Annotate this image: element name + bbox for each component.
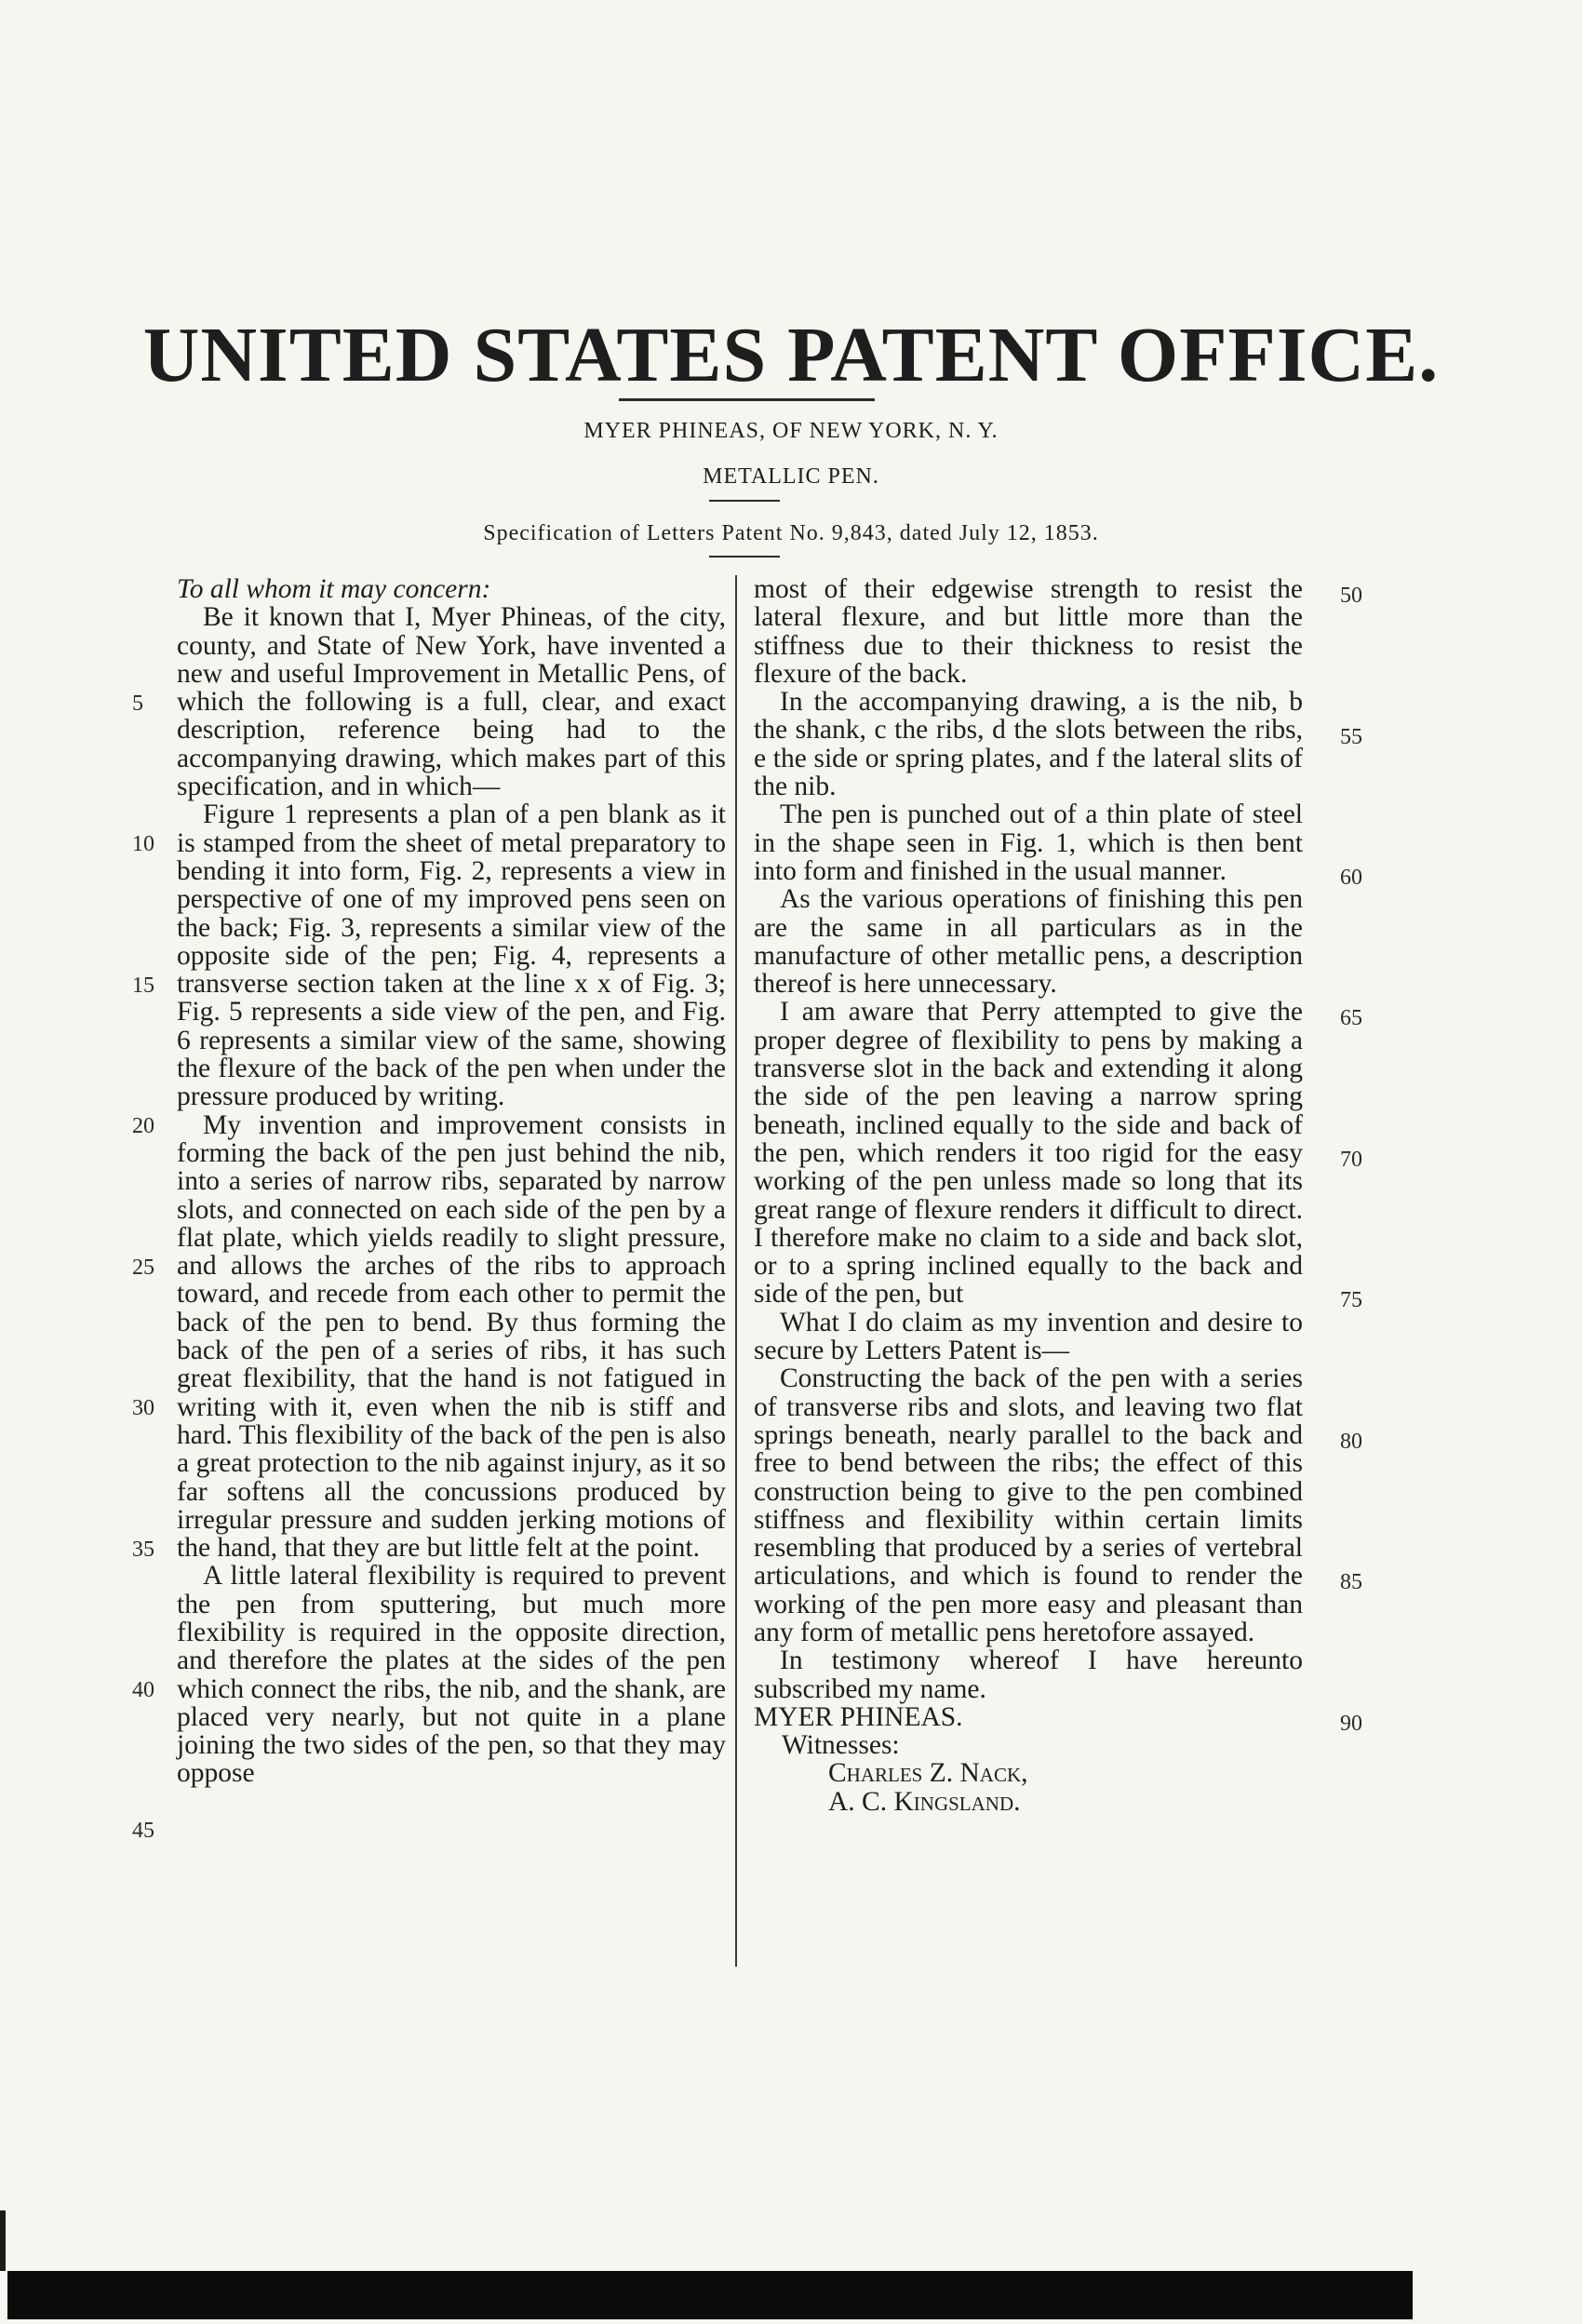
line-number: 30 — [132, 1396, 154, 1420]
signature-name: MYER PHINEAS. — [754, 1701, 963, 1732]
line-number: 35 — [132, 1538, 154, 1562]
line-number: 10 — [132, 832, 154, 856]
paragraph: most of their edgewise strength to resist the lateral flexure, and but little more than the stiffness due to their thickness to resist the flexure of the back. — [754, 574, 1303, 689]
line-number: 65 — [1340, 1006, 1362, 1030]
specification-line: Specification of Letters Patent No. 9,843, dated July 12, 1853. — [483, 521, 1099, 545]
witness-name: Charles Z. Nack, — [828, 1758, 1028, 1789]
paragraph: As the various operations of finishing this pen are the same in all particulars as in the manufacture of other metallic pens, a description thereof is here unnecessary. — [754, 884, 1303, 1000]
left-column — [177, 575, 726, 1788]
line-number: 20 — [132, 1114, 154, 1138]
paragraph: What I do claim as my invention and desire to secure by Letters Patent is— — [754, 1307, 1303, 1366]
paragraph: Be it known that I, Myer Phineas, of the city, county, and State of New York, have invented a new and useful Improvement in Metallic Pens, of which the following is a full, clear, and exact description, reference being had to the accompanying drawing, which makes part of this specification, and in which— — [177, 602, 726, 802]
line-number: 25 — [132, 1256, 154, 1280]
inventor-line: MYER PHINEAS, OF NEW YORK, N. Y. — [583, 419, 999, 443]
right-column — [754, 575, 1303, 1816]
right-column-paragraphs — [754, 575, 1303, 1703]
paragraph: In the accompanying drawing, a is the nib, b the shank, c the ribs, d the slots between the ribs, e the side or spring plates, and f the lateral slits of the nib. — [754, 687, 1303, 802]
salutation: To all whom it may concern: — [177, 574, 491, 604]
line-number: 90 — [1340, 1712, 1362, 1736]
scan-bottom-bar — [7, 2271, 1413, 2319]
invention-rule — [709, 500, 780, 502]
paragraph: Figure 1 represents a plan of a pen blank as it is stamped from the sheet of metal preparatory to bending it into form, Fig. 2, represents a view in perspective of one of my improved pens seen on the back; Fig. 3, represents a similar view of the opposite side of the pen; Fig. 4, represents a transverse section taken at the line x x of Fig. 3; Fig. 5 represents a side view of the pen, and Fig. 6 represents a similar view of the same, showing the flexure of the back of the pen when under the pressure produced by writing. — [177, 799, 726, 1112]
line-number: 60 — [1340, 866, 1362, 890]
line-number: 45 — [132, 1819, 154, 1843]
office-title: UNITED STATES PATENT OFFICE. — [142, 312, 1440, 398]
invention-title: METALLIC PEN. — [703, 464, 879, 489]
line-number: 55 — [1340, 725, 1362, 749]
specification-rule — [709, 556, 780, 557]
paragraph: In testimony whereof I have hereunto subscribed my name. — [754, 1646, 1303, 1704]
line-number: 50 — [1340, 584, 1362, 608]
line-number: 5 — [132, 692, 143, 716]
column-divider — [735, 575, 737, 1967]
line-number: 40 — [132, 1678, 154, 1702]
line-number: 85 — [1340, 1570, 1362, 1594]
paragraph: A little lateral flexibility is required to prevent the pen from sputtering, but much more flexibility is required in the opposite direction, and therefore the plates at the sides of the pen which connect the ribs, the nib, and the shank, are placed very nearly, but not quite in a plane joining the two sides of the pen, so that they may oppose — [177, 1561, 726, 1789]
line-number: 15 — [132, 974, 154, 998]
title-rule — [619, 398, 875, 401]
line-number: 75 — [1340, 1288, 1362, 1312]
line-number: 80 — [1340, 1430, 1362, 1454]
paragraph: I am aware that Perry attempted to give the proper degree of flexibility to pens by making a transverse slot in the back and extending it along the side of the pen leaving a narrow spring beneath, inclined equally to the side and back of the pen, which renders it too rigid for the easy working of the pen unless made so long that its great range of flexure renders it difficult to direct. I therefore make no claim to a side and back slot, or to a spring inclined equally to the back and side of the pen, but — [754, 997, 1303, 1310]
witness-name: A. C. Kingsland. — [828, 1786, 1021, 1817]
paragraph: My invention and improvement consists in forming the back of the pen just behind the nib, into a series of narrow ribs, separated by narrow slots, and connected on each side of the pen by a flat plate, which yields readily to slight pressure, and allows the arches of the ribs to approach toward, and recede from each other to permit the back of the pen to bend. By thus forming the back of the pen of a series of ribs, it has such great flexibility, that the hand is not fatigued in writing with it, even when the nib is stiff and hard. This flexibility of the back of the pen is also a great protection to the nib against injury, as it so far softens all the concussions produced by irregular pressure and sudden jerking motions of the hand, that they are but little felt at the point. — [177, 1109, 726, 1564]
paragraph: Constructing the back of the pen with a series of transverse ribs and slots, and leaving two flat springs beneath, nearly parallel to the back and free to bend between the ribs; the effect of this construction being to give to the pen combined stiffness and flexibility within certain limits resembling that produced by a series of vertebral articulations, and which is found to render the working of the pen more easy and pleasant than any form of metallic pens heretofore assayed. — [754, 1364, 1303, 1647]
witnesses-label: Witnesses: — [782, 1730, 900, 1761]
scan-edge-mark — [0, 2210, 6, 2271]
line-number: 70 — [1340, 1148, 1362, 1172]
paragraph: The pen is punched out of a thin plate of steel in the shape seen in Fig. 1, which is then bent into form and finished in the usual manner. — [754, 799, 1303, 886]
